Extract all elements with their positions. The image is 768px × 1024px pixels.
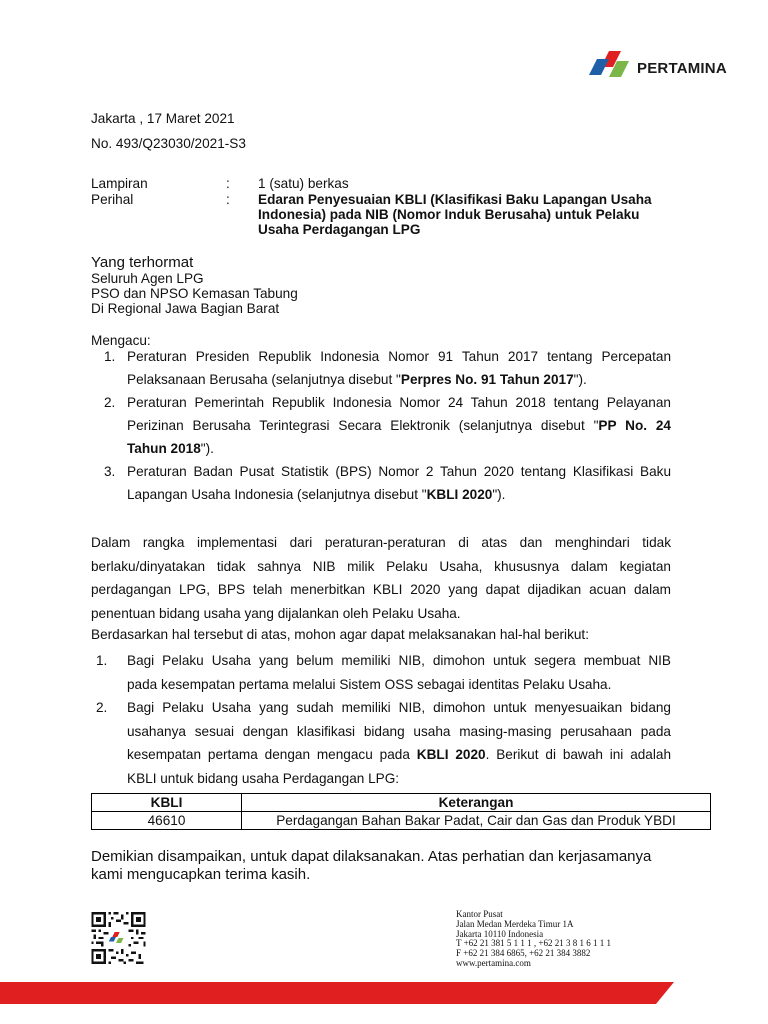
recipient-line-2: PSO dan NPSO Kemasan Tabung — [91, 286, 298, 301]
kbli-table — [91, 793, 711, 830]
perihal-label: Perihal — [91, 192, 134, 207]
perihal-line-2: Indonesia) pada NIB (Nomor Induk Berusaha) untuk Pelaku — [258, 207, 640, 222]
closing-text: Demikian disampaikan, untuk dapat dilaksanakan. Atas perhatian dan kerjasamanya kami mengucapkan terima kasih. — [91, 848, 652, 883]
address-office: Kantor Pusat — [456, 909, 503, 919]
table-header-kbli: KBLI — [92, 794, 242, 812]
footer-accent-bar — [0, 976, 768, 1024]
reference-short-name: Tahun 2018 — [127, 441, 201, 456]
action-list — [91, 649, 671, 790]
reference-number: 1. — [104, 349, 116, 364]
pertamina-logo — [583, 45, 743, 91]
reference-text: Tahun 2018"). — [127, 441, 214, 456]
action-number: 1. — [96, 653, 108, 668]
action-number: 2. — [96, 700, 108, 715]
action-item: 1. Bagi Pelaku Usaha yang belum memiliki NIB, dimohon untuk segera membuat NIB pada kesempatan pertama melalui Sistem OSS sebagai identitas Pelaku Usaha. — [91, 649, 671, 696]
reference-short-name: KBLI 2020 — [426, 487, 493, 502]
lampiran-colon: : — [226, 176, 230, 191]
reference-text: Pelaksanaan Berusaha (selanjutnya disebut "Perpres No. 91 Tahun 2017"). — [127, 372, 587, 387]
recipient-line-1: Seluruh Agen LPG — [91, 271, 204, 286]
table-header-keterangan: Keterangan — [242, 794, 711, 812]
references-list — [91, 345, 671, 506]
reference-short-name: PP No. 24 — [598, 418, 671, 433]
body-paragraph-2: Berdasarkan hal tersebut di atas, mohon agar dapat melaksanakan hal-hal berikut: — [91, 627, 589, 642]
reference-number: 3. — [104, 464, 116, 479]
logo-brand-text: PERTAMINA — [637, 59, 727, 77]
body-paragraph-1: Dalam rangka implementasi dari peraturan-peraturan di atas dan menghindari tidak berlaku/dinyatakan tidak sahnya NIB milik Pelaku Usaha, khususnya dalam kegiatan perdagangan LPG, BPS telah menerbitkan KBLI 2020 yang dapat dijadikan acuan dalam penentuan bidang usaha yang dijalankan oleh Pelaku Usaha. Berdasarkan hal tersebut di atas, mohon agar dapat melaksanakan hal-hal berikut: — [91, 531, 671, 647]
address-phone: T +62 21 381 5 1 1 1 , +62 21 3 8 1 6 1 1 1 — [456, 938, 611, 949]
letter-number: No. 493/Q23030/2021-S3 — [91, 136, 246, 151]
company-address — [456, 910, 611, 969]
pertamina-logo-icon — [583, 45, 635, 91]
perihal-line-3: Usaha Perdagangan LPG — [258, 222, 421, 237]
reference-text: Lapangan Usaha Indonesia (selanjutnya disebut "KBLI 2020"). — [127, 487, 506, 502]
action-item: 2. Bagi Pelaku Usaha yang sudah memiliki NIB, dimohon untuk menyesuaikan bidang usahanya sesuai dengan klasifikasi bidang usaha masing-masing perusahaan pada kesempatan pertama dengan mengacu pada KBLI 2020. Berikut di bawah ini adalah KBLI untuk bidang usaha Perdagangan LPG: — [91, 696, 671, 790]
table-header-row — [92, 794, 711, 812]
lampiran-value: 1 (satu) berkas — [258, 176, 349, 191]
address-website: www.pertamina.com — [456, 957, 531, 968]
recipient-line-3: Di Regional Jawa Bagian Barat — [91, 301, 280, 316]
reference-text: Peraturan Presiden Republik Indonesia Nomor 91 Tahun 2017 tentang Percepatan — [127, 349, 671, 364]
address-city: Jakarta 10110 Indonesia — [456, 928, 544, 939]
qr-code-icon — [91, 912, 146, 964]
reference-number: 2. — [104, 395, 116, 410]
lampiran-label: Lampiran — [91, 176, 148, 191]
place-date: Jakarta , 17 Maret 2021 — [91, 111, 235, 126]
reference-text: Perizinan Berusaha Terintegrasi Secara Elektronik (selanjutnya disebut "PP No. 24 — [127, 418, 671, 433]
reference-item — [91, 391, 671, 460]
references-heading: Mengacu: — [91, 333, 151, 348]
reference-short-name: Perpres No. 91 Tahun 2017 — [400, 372, 574, 387]
reference-item — [91, 345, 671, 391]
address-street: Jalan Medan Merdeka Timur 1A — [456, 918, 574, 929]
table-cell-keterangan: Perdagangan Bahan Bakar Padat, Cair dan Gas dan Produk YBDI — [242, 812, 711, 830]
table-cell-kbli: 46610 — [92, 812, 242, 830]
address-fax: F +62 21 384 6865, +62 21 384 3882 — [456, 948, 591, 959]
reference-text: Peraturan Badan Pusat Statistik (BPS) Nomor 2 Tahun 2020 tentang Klasifikasi Baku — [127, 464, 671, 479]
table-row — [92, 812, 711, 830]
reference-item — [91, 460, 671, 506]
salutation: Yang terhormat — [91, 254, 194, 271]
reference-text: Peraturan Pemerintah Republik Indonesia Nomor 24 Tahun 2018 tentang Pelayanan — [127, 395, 671, 410]
perihal-colon: : — [226, 192, 230, 207]
perihal-line-1: Edaran Penyesuaian KBLI (Klasifikasi Baku Lapangan Usaha — [258, 192, 652, 207]
